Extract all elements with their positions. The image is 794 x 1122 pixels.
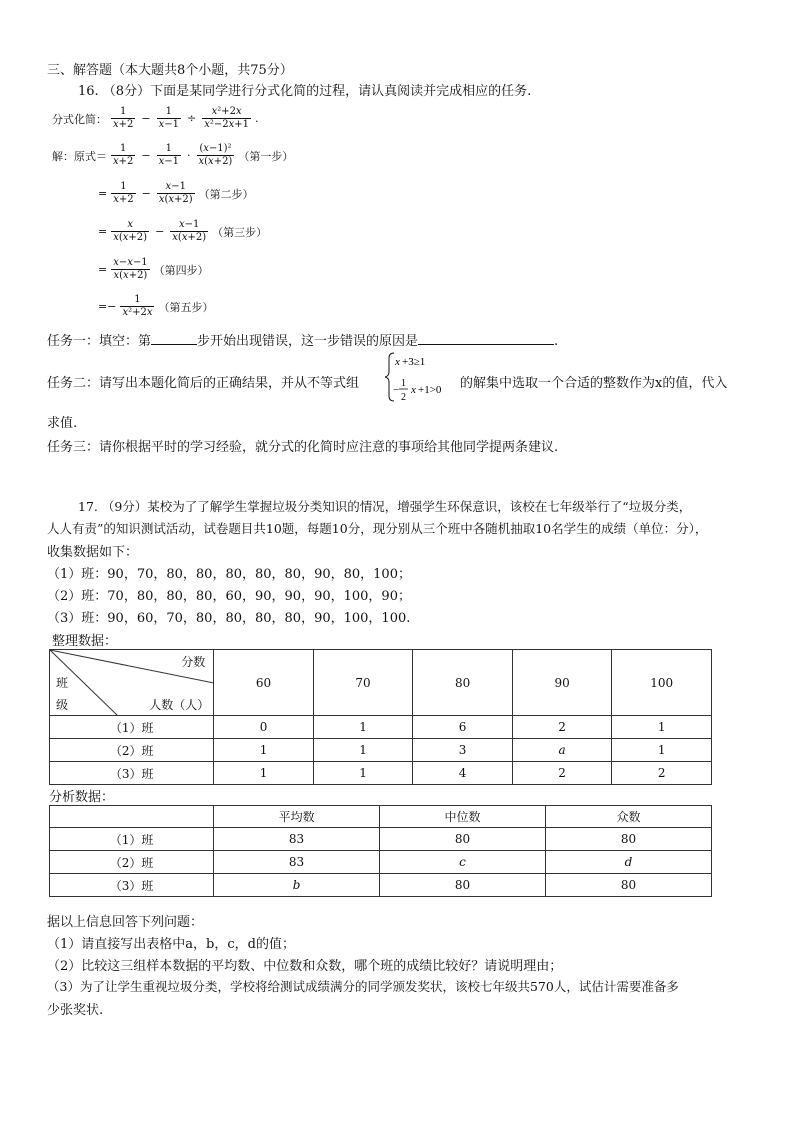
table-row: [50, 874, 712, 897]
q16-step4: = $\frac{x-x-1}{x(x+2)}$ （第四步）: [98, 257, 209, 281]
header-cell: 70: [313, 650, 413, 716]
header-cell: 平均数: [214, 806, 380, 828]
cell: 1: [612, 739, 712, 762]
q16-step2: = $\frac{1}{x+2}$ − $\frac{x-1}{x(x+2)}$ （第二步）: [98, 181, 254, 205]
header-cell: 众数: [546, 806, 712, 828]
diag-top-label: 分数: [181, 655, 206, 669]
q16-step5: =− $\frac{1}{\text{x²+2x}}$ （第五步）: [98, 294, 214, 318]
step2-tag: （第二步）: [198, 187, 254, 201]
q17-intro-line3: 收集数据如下：: [47, 545, 139, 560]
q17-intro-line1: 17. （9分）某校为了了解学生掌握垃圾分类知识的情况，增强学生环保意识，该校在七年级举行了“垃圾分类，: [78, 499, 692, 514]
header-cell: 60: [214, 650, 314, 716]
solution-label: 解：原式＝: [52, 149, 107, 163]
cell: 1: [612, 716, 712, 739]
cell: 1: [313, 762, 413, 785]
ineq-1: x: [395, 356, 400, 368]
step5-tag: （第五步）: [158, 300, 214, 314]
analyze-label: 分析数据：: [49, 790, 115, 805]
q17-intro-line2: 人人有责”的知识测试活动，试卷题目共10题，每题10分，现分别从三个班中各随机抽取10名学生的成绩（单位：分），: [47, 521, 708, 536]
task1-end: .: [554, 334, 559, 349]
q16-task2-text3: 求值.: [47, 416, 78, 431]
diagonal-header-cell: [50, 650, 214, 716]
header-cell: 中位数: [380, 806, 546, 828]
ineq-2-den: 2: [401, 392, 406, 403]
ineq-2-rest: +1>0: [418, 384, 442, 396]
frequency-table: [49, 649, 712, 785]
cell-unknown-d: d: [546, 851, 712, 874]
q17-data-line3: （3）班：90，60，70，80，80，80，80，90，100，100.: [47, 611, 411, 626]
inequality-system: [385, 351, 455, 403]
row-label: （3）班: [50, 874, 214, 897]
cell: 1: [214, 762, 314, 785]
cell: 2: [512, 762, 612, 785]
cell: 2: [512, 716, 612, 739]
cell: 80: [546, 828, 712, 851]
q16-task1: [47, 330, 558, 349]
cell: 0: [214, 716, 314, 739]
row-label: （3）班: [50, 762, 214, 785]
q16-step3: = $\frac{x}{x(x+2)}$ − $\frac{x-1}{x(x+2)}$ （第三步）: [98, 219, 268, 243]
cell: 3: [413, 739, 513, 762]
ineq-2-x: x: [411, 384, 416, 396]
cell: 2: [612, 762, 712, 785]
task1-blank-step[interactable]: [151, 333, 197, 345]
header-cell: 90: [512, 650, 612, 716]
row-label: （2）班: [50, 739, 214, 762]
task1-blank-reason[interactable]: [418, 333, 554, 345]
section-title: 三、解答题（本大题共8个小题，共75分）: [47, 63, 293, 78]
cell-unknown-a: a: [512, 739, 612, 762]
ineq-1-rest: +3≥1: [402, 356, 426, 368]
cell-unknown-b: b: [214, 874, 380, 897]
cell: 80: [546, 874, 712, 897]
step3-tag: （第三步）: [212, 225, 268, 239]
header-cell: 100: [612, 650, 712, 716]
cell: 6: [413, 716, 513, 739]
q16-task2-text2: 的解集中选取一个合适的整数作为x的值，代入: [460, 376, 728, 391]
q17-data-line2: （2）班：70，80，80，80，60，90，90，90，100，90；: [47, 589, 411, 604]
q16-intro: 16. （8分）下面是某同学进行分式化简的过程，请认真阅读并完成相应的任务.: [78, 84, 532, 99]
cell: 1: [313, 716, 413, 739]
task1-part-b: 步开始出现错误，这一步错误的原因是: [197, 334, 419, 349]
empty-corner-cell: [50, 806, 214, 828]
q16-problem: 分式化简： $\frac{1}{x+2}$ − $\frac{1}{x-1}$ ÷ $\frac{\text{x²+2x}}{\text{x²−2x+1}}$ .: [52, 106, 259, 130]
cell-unknown-c: c: [380, 851, 546, 874]
task1-part-a: 任务一：填空：第: [47, 334, 152, 349]
table-row: [50, 828, 712, 851]
answer-intro: 据以上信息回答下列问题：: [47, 915, 204, 930]
header-cell: 80: [413, 650, 513, 716]
step1-tag: （第一步）: [238, 149, 294, 163]
table-row: [50, 762, 712, 785]
table-header-row: [50, 806, 712, 828]
analysis-table: [49, 805, 712, 897]
cell: 83: [214, 828, 380, 851]
cell: 1: [214, 739, 314, 762]
step4-tag: （第四步）: [153, 263, 209, 277]
diag-left-label1: 班: [56, 676, 69, 690]
table-header-row: [50, 650, 712, 716]
table-row: [50, 739, 712, 762]
ineq-2-minus: −: [393, 384, 400, 396]
diag-left-label2: 级: [56, 698, 69, 712]
q17-question1: （1）请直接写出表格中a，b，c，d的值；: [47, 937, 295, 952]
cell: 80: [380, 874, 546, 897]
cell: 80: [380, 828, 546, 851]
cell: 4: [413, 762, 513, 785]
q17-question3-line2: 少张奖状.: [47, 1003, 104, 1018]
row-label: （1）班: [50, 828, 214, 851]
table-row: [50, 716, 712, 739]
q17-data-line1: （1）班：90，70，80，80，80，80，80，90，80，100；: [47, 567, 411, 582]
cell: 83: [214, 851, 380, 874]
diag-bottom-label: 人数（人）: [149, 698, 210, 712]
q16-task2-text: 任务二：请写出本题化简后的正确结果，并从不等式组: [47, 376, 360, 391]
q17-question3-line1: （3）为了让学生重视垃圾分类，学校将给测试成绩满分的同学颁发奖状，该校七年级共570人，试估计需要准备多: [47, 979, 679, 994]
ineq-2-num: 1: [401, 378, 406, 389]
cell: 1: [313, 739, 413, 762]
q16-task3: 任务三：请你根据平时的学习经验，就分式的化简时应注意的事项给其他同学提两条建议.: [47, 440, 559, 455]
row-label: （2）班: [50, 851, 214, 874]
q16-step1: 解：原式＝ $\frac{1}{x+2}$ − $\frac{1}{x-1}$ · $\frac{\text{(x−1)²}}{x(x+2)}$ （第一步）: [52, 143, 294, 167]
table-row: [50, 851, 712, 874]
row-label: （1）班: [50, 716, 214, 739]
problem-label: 分式化简：: [52, 112, 107, 126]
q17-question2: （2）比较这三组样本数据的平均数、中位数和众数，哪个班的成绩比较好？请说明理由；: [47, 959, 563, 974]
organize-label: 整理数据：: [52, 634, 118, 649]
